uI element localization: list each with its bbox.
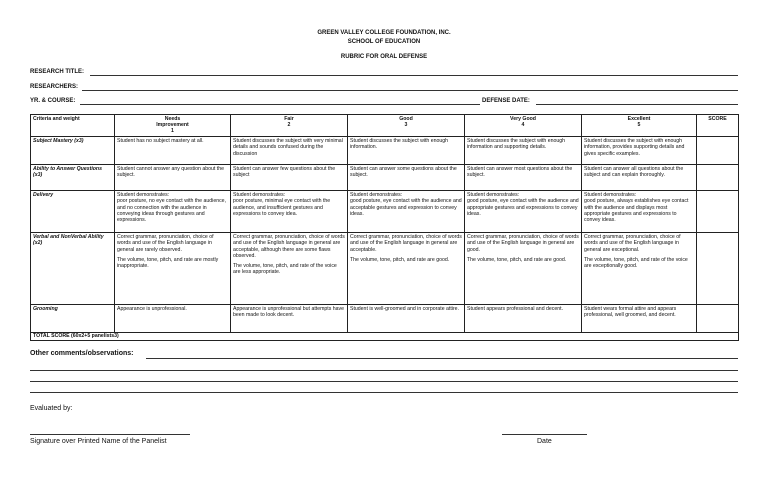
cell-text: good posture, eye contact with the audience and appropriate gestures and expressions to convey ideas. (467, 198, 579, 217)
cell-text: poor posture, no eye contact with the audience, and no connection with the audience in conveying ideas through gestures and expressions. (117, 198, 227, 224)
header-excellent-label: Excellent (627, 116, 651, 122)
research-title-line (90, 75, 738, 76)
header-fair-score: 2 (287, 122, 291, 128)
document-title: RUBRIC FOR ORAL DEFENSE (340, 54, 428, 60)
header-needs-score: 1 (171, 128, 174, 134)
score-cell[interactable] (697, 191, 739, 233)
header-needs-improvement (115, 115, 231, 137)
defense-date-label: DEFENSE DATE: (482, 98, 530, 104)
cell-text: Student demonstrates: (584, 192, 637, 198)
header-criteria: Criteria and weight (31, 115, 115, 137)
cell-text: Student appears professional and decent. (467, 306, 564, 312)
score-cell[interactable] (697, 137, 739, 165)
header-score: SCORE (697, 115, 739, 137)
cell-text: Student demonstrates: (467, 192, 520, 198)
criteria-cell: Grooming (31, 305, 115, 333)
rubric-cell (348, 137, 465, 165)
header-good-label: Good (399, 116, 413, 122)
cell-text: Student has no subject mastery at all. (117, 138, 204, 144)
cell-text: Correct grammar, pronunciation, choice of words and use of the English language in general are good. (467, 234, 579, 253)
rubric-cell (115, 233, 231, 305)
score-cell[interactable] (697, 305, 739, 333)
rubric-cell (348, 165, 465, 191)
cell-text: Correct grammar, pronunciation, choice of words and use of the English language in general are exceptional. (584, 234, 681, 253)
research-title-label: RESEARCH TITLE: (30, 69, 84, 75)
rubric-cell (231, 305, 348, 333)
researchers-label: RESEARCHERS: (30, 84, 79, 90)
rubric-cell (231, 165, 348, 191)
cell-text: Student discusses the subject with enough information and supporting details. (467, 138, 566, 151)
cell-text: Student can answer some questions about the subject. (350, 166, 457, 179)
cell-text: The volume, tone, pitch, and rate are good. (467, 256, 567, 263)
comments-line-4[interactable] (30, 392, 738, 393)
cell-text: Student can answer most questions about the subject. (467, 166, 573, 179)
header-good (348, 115, 465, 137)
comments-line-3[interactable] (30, 381, 738, 382)
header-needs-label: Needs (164, 116, 181, 122)
cell-text: Student discusses the subject with enough information. (350, 138, 449, 151)
rubric-cell (115, 305, 231, 333)
cell-text: poor posture, minimal eye contact with the audience, and insufficient gestures and expressions to convey idea. (233, 198, 331, 217)
cell-text: Appearance is unprofessional. (117, 306, 187, 312)
cell-text: Correct grammar, pronunciation, choice of words and use of the English language in general are rarely observed. (117, 234, 214, 253)
criteria-cell: Subject Mastery (x3) (31, 137, 115, 165)
cell-text: Correct grammar, pronunciation, choice of words and use of the English language in general are acceptable. (350, 234, 462, 253)
researchers-line (82, 90, 738, 91)
date-line[interactable] (502, 434, 587, 435)
evaluated-by-label: Evaluated by: (30, 405, 73, 412)
cell-text: Student is well-groomed and in corporate attire. (350, 306, 459, 312)
comments-line-1[interactable] (146, 358, 738, 359)
institution-name: GREEN VALLEY COLLEGE FOUNDATION, INC. (317, 30, 451, 36)
rubric-cell (231, 191, 348, 233)
rubric-cell (465, 165, 582, 191)
rubric-cell (348, 305, 465, 333)
defense-date-line (536, 104, 738, 105)
header-improvement-label: Improvement (156, 122, 189, 128)
date-label: Date (537, 438, 552, 445)
cell-text: good posture, eye contact with the audience and acceptable gestures and expression to convey ideas. (350, 198, 462, 217)
criteria-cell: Ability to Answer Questions (x3) (31, 165, 115, 191)
header-fair-label: Fair (284, 116, 294, 122)
cell-text: The volume, tone, pitch, and rate of the voice are less appropriate. (233, 263, 337, 276)
comments-label: Other comments/observations: (30, 350, 134, 357)
header-good-score: 3 (404, 122, 408, 128)
rubric-row-verbal-nonverbal (31, 233, 739, 305)
header-very-good-label: Very Good (510, 116, 536, 122)
rubric-cell (582, 191, 697, 233)
rubric-cell (582, 305, 697, 333)
cell-text: Student discusses the subject with very minimal details and sounds confused during the discussion (233, 138, 343, 157)
yr-course-label: YR. & COURSE: (30, 98, 76, 104)
cell-text: Student demonstrates: (117, 192, 170, 198)
rubric-cell (348, 191, 465, 233)
cell-text: good posture, always establishes eye contact with the audience and displays most appropriate gestures and expressions to convey ideas. (584, 198, 689, 224)
cell-text: Correct grammar, pronunciation, choice of words and use of the English language in general are acceptable, although there are some flaws observed. (233, 234, 345, 259)
total-score-row (31, 333, 739, 341)
criteria-cell: Delivery (31, 191, 115, 233)
rubric-cell (465, 305, 582, 333)
school-name: SCHOOL OF EDUCATION (347, 39, 421, 45)
yr-course-line (80, 104, 480, 105)
cell-text: Student can answer few questions about the subject (233, 166, 336, 179)
rubric-cell (465, 233, 582, 305)
rubric-cell (582, 137, 697, 165)
rubric-cell (115, 191, 231, 233)
cell-text: Student demonstrates: (233, 192, 286, 198)
cell-text: Student can answer all questions about the subject and can explain thoroughly. (584, 166, 684, 179)
rubric-row-ability-to-answer (31, 165, 739, 191)
rubric-cell (115, 165, 231, 191)
score-cell[interactable] (697, 165, 739, 191)
rubric-cell (348, 233, 465, 305)
rubric-cell (582, 233, 697, 305)
cell-text: Student wears formal attire and appears professional, well groomed, and decent. (584, 306, 677, 319)
rubric-row-subject-mastery (31, 137, 739, 165)
rubric-cell (115, 137, 231, 165)
cell-text: Appearance is unprofessional but attempts have been made to look decent. (233, 306, 345, 319)
rubric-cell (465, 137, 582, 165)
header-excellent (582, 115, 697, 137)
signature-label: Signature over Printed Name of the Panelist (30, 438, 167, 445)
total-score-label: TOTAL SCORE (60x2+5 panelists3) (31, 333, 739, 341)
cell-text: The volume, tone, pitch, and rate are mostly inappropriate. (117, 256, 219, 270)
rubric-cell (231, 233, 348, 305)
header-very-good (465, 115, 582, 137)
rubric-row-delivery (31, 191, 739, 233)
header-fair (231, 115, 348, 137)
rubric-cell (231, 137, 348, 165)
header-excellent-score: 5 (637, 122, 641, 128)
header-very-good-score: 4 (521, 122, 525, 128)
rubric-table (30, 114, 739, 341)
score-cell[interactable] (697, 233, 739, 305)
comments-line-2[interactable] (30, 370, 738, 371)
rubric-row-grooming (31, 305, 739, 333)
cell-text: Student demonstrates: (350, 192, 403, 198)
rubric-cell (582, 165, 697, 191)
cell-text: The volume, tone, pitch, and rate of the voice are exceptionally good. (584, 256, 688, 270)
criteria-cell: Verbal and NonVerbal Ability (x2) (31, 233, 115, 305)
cell-text: Student discusses the subject with enough information, provides supporting details and gives specific examples. (584, 138, 685, 157)
signature-line[interactable] (30, 434, 190, 435)
rubric-cell (465, 191, 582, 233)
header-row (31, 115, 739, 137)
cell-text: The volume, tone, pitch, and rate are good. (350, 256, 450, 263)
cell-text: Student cannot answer any question about the subject. (117, 166, 224, 179)
